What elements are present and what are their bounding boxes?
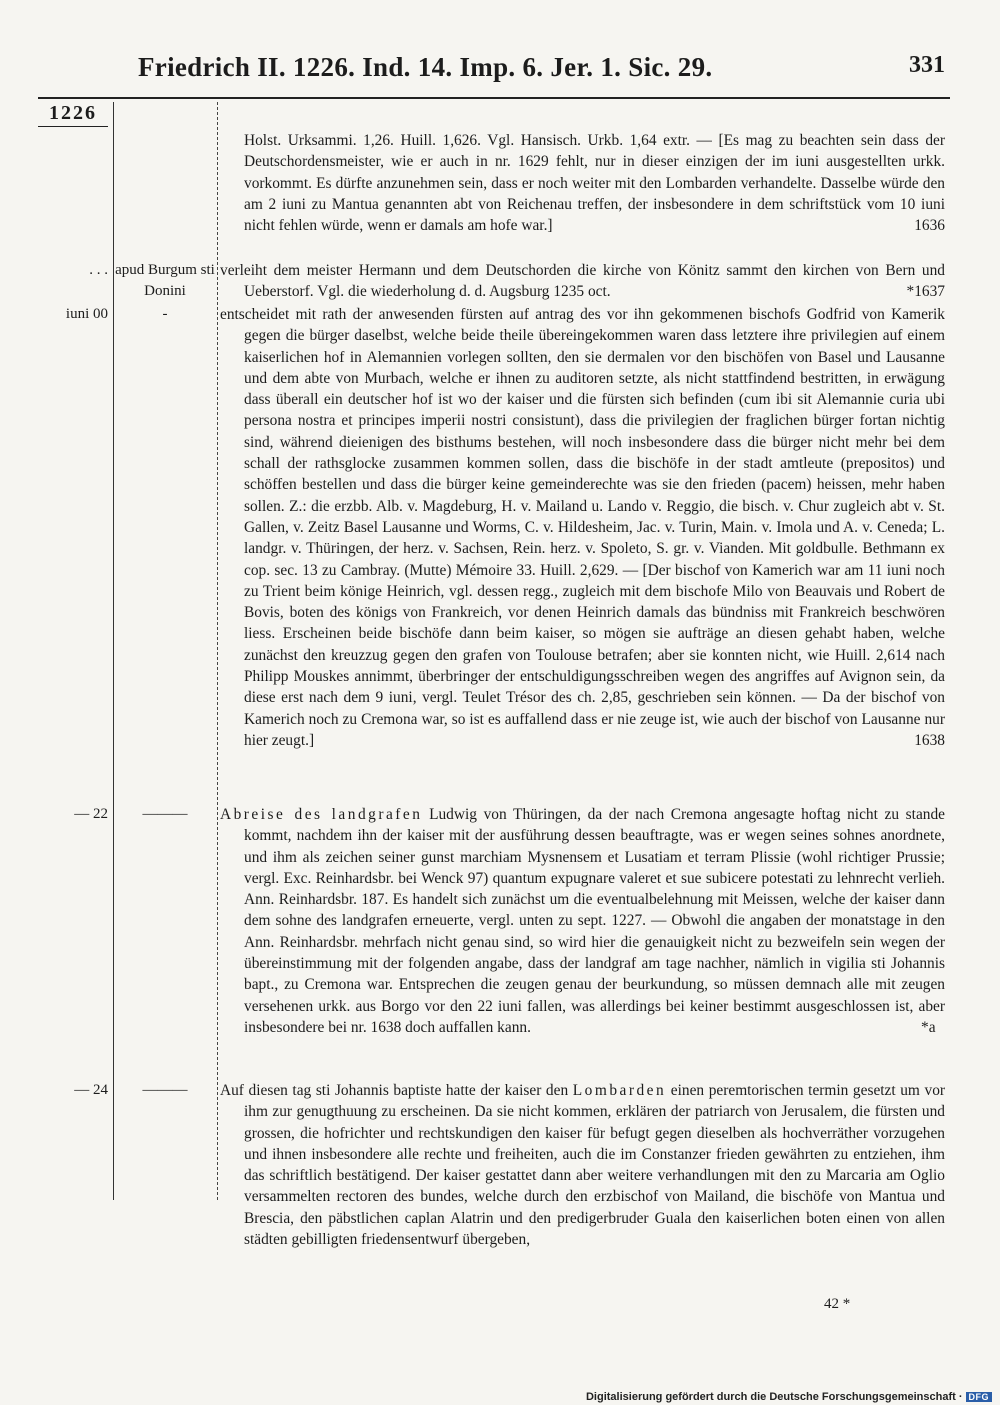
entry-date: . . . <box>89 262 108 278</box>
dfg-logo: DFG <box>966 1392 993 1402</box>
regest-text: Abreise des landgrafen Ludwig von Thüringen, da der nach Cremona angesagte hoftag nicht zu stande kommt, nachdem ihn der kaiser mit der ausführung dessen beauftragte, was er wegen seines sohnes anordnete, und ihm als zeichen seiner gunst marchiam Mysnensem et Lusatiam et terram Plissie (wohl richtiger Prussie; vergl. Exc. Reinhardsbr. bei Wenck 97) quantum expugnare valeret et sue subicere potestati zu lehnrecht verlieh. Ann. Reinhardsbr. 187. Es handelt sich zunächst um die eventualbelehnung mit Meissen, welche der kaiser dann dem sohne des landgrafen erneuerte, vergl. unten zu sept. 1227. — Obwohl die angaben der monatstage in den Ann. Reinhardsbr. mehrfach nicht genau sind, so wird hier die genauigkeit nicht zu bezweifeln sein wegen der übereinstimmung mit der folgenden angabe, dass der landgraf am tage nachher, nämlich in vigilia sti Johannis bapt., zu Cremona war. Entsprechen die zeugen genau der beurkundung, so müssen demnach alle mit zeugen versehenen urkk. aus Borgo vor den 22 iuni fallen, was allerdings bei keiner bestimmt ausgeschlossen ist, aber insbesondere bei nr. 1638 doch auffallen kann. *a <box>220 806 945 1036</box>
sheet-signature: 42 * <box>824 1296 851 1312</box>
entry-place: apud Burgum sti Donini <box>115 262 215 299</box>
column-divider-date <box>113 102 114 1200</box>
regest-number: *1637 <box>906 283 945 301</box>
dfg-credit-text: Digitalisierung gefördert durch die Deutsche Forschungsgemeinschaft · <box>585 1391 963 1403</box>
entry-place: ——— <box>142 1082 188 1098</box>
page-number: 331 <box>909 52 945 78</box>
regest-body: einen peremtorischen termin gesetzt um vor ihm zur genugthuung zu erscheinen. Da sie nicht kommen, erklären der patriarch von Jerusalem, die fürsten und grossen, die hofrichter und rechtskundigen den kaiser für befugt gegen dieselben als hochverräther vorzugehen und ihnen insbesondere alle rechte und freiheiten, auch die im Constanzer frieden gewährten zu entziehen, ihm das schriftlich bestätigend. Der kaiser gestattet dann aber weitere verhandlungen mit den zu Marcaria am Oglio versammelten rectoren des bundes, welche durch den erzbischof von Mailand, die bischöfe von Mantua und Brescia, den päbstlichen caplan Alatrin und den predigerbruder Guala den kaiserlichen boten einen von allen städten gebilligten friedensentwurf übergeben, <box>244 1082 946 1249</box>
regest-number: 1636 <box>914 217 945 235</box>
regest-text <box>220 260 945 303</box>
regest-text <box>244 130 945 236</box>
regest-body: Ludwig von Thüringen, da der nach Cremona angesagte hoftag nicht zu stande kommt, nachdem ihn der kaiser mit der ausführung dessen beauftragte, was er wegen seines sohnes anordnete, und ihm als zeichen seiner gunst marchiam Mysnensem et Lusatiam et terram Plissie (wohl richtiger Prussie; vergl. Exc. Reinhardsbr. bei Wenck 97) quantum expugnare valeret et sue subicere potestati zu lehnrecht verlieh. Ann. Reinhardsbr. 187. Es handelt sich zunächst um die eventualbelehnung mit Meissen, welche der kaiser dann dem sohne des landgrafen erneuerte, vergl. unten zu sept. 1227. — Obwohl die angaben der monatstage in den Ann. Reinhardsbr. mehrfach nicht genau sind, so wird hier die genauigkeit nicht zu bezweifeln sein wegen der übereinstimmung mit der folgenden angabe, dass der landgraf am tage nachher, nämlich in vigilia sti Johannis bapt., zu Cremona war. Entsprechen die zeugen genau der beurkundung, so müssen demnach alle mit zeugen versehenen urkk. aus Borgo vor den 22 iuni fallen, was allerdings bei keiner bestimmt ausgeschlossen ist, aber insbesondere bei nr. 1638 doch auffallen kann. <box>244 806 945 1036</box>
column-divider-place <box>217 102 218 1200</box>
year-label: 1226 <box>38 102 108 127</box>
dfg-credit <box>586 1391 992 1403</box>
entry-place: - <box>162 306 168 322</box>
header-rule <box>38 97 950 99</box>
regest-text <box>220 304 945 751</box>
entry-place: ——— <box>142 806 188 822</box>
entry-date: — 24 <box>74 1082 108 1098</box>
regest-lead: Abreise des landgrafen <box>220 806 423 823</box>
regest-lead: Auf diesen tag sti Johannis baptiste hatte der kaiser den <box>220 1082 573 1099</box>
page-header <box>0 52 1000 92</box>
regest-body: verleiht dem meister Hermann und dem Deutschorden die kirche von Könitz sammt den kirchen von Bern und Ueberstorf. Vgl. die wiederholung d. d. Augsburg 1235 oct. <box>220 262 945 301</box>
running-title: Friedrich II. 1226. Ind. 14. Imp. 6. Jer. 1. Sic. 29. <box>138 52 713 82</box>
entry-date: — 22 <box>74 806 108 822</box>
regest-body: Holst. Urksammi. 1,26. Huill. 1,626. Vgl. Hansisch. Urkb. 1,64 extr. — [Es mag zu beachten sein dass der Deutschordensmeister, wie er auch in nr. 1629 fehlt, nur in dieser einzigen der im iuni ausgestellten urkk. vorkommt. Es dürfte anzunehmen sein, dass er noch weiter mit den Lombarden verhandelte. Dasselbe würde den am 2 iuni zu Mantua genannten abt von Reichenau treffen, der insbesondere in dem schriftstück vom 10 iuni nicht fehlen würde, wenn er damals am hofe war.] <box>244 132 945 235</box>
regest-number: 1638 <box>914 731 945 749</box>
regest-body: entscheidet mit rath der anwesenden fürsten auf antrag des vor ihn gekommenen bischofs Godfrid von Kamerik gegen die bürger daselbst, welche beide theile übereingekommen waren dass letztere ihre privilegien auf einem kaiserlichen hof in Alemannien vorlegen sollten, den sie dermalen vor den bischöfen von Basel und Lausanne und dem abte von Murbach, welche er ihnen zu auditoren setzte, als nicht stattfindend bestritten, in erwägung dass überall ein deutscher hof ist wo der kaiser und die fürsten sich befinden (cum ibi sit Alemannie curia ubi persona nostra et principes imperii nostri consistunt), dass die privilegien der fraglichen bürger fortan nichtig sind, während dieienigen des bisthums bestehen, will noch insbesondere dass die bürger nicht mehr bei dem schall der rathsglocke zusammen kommen sollen, dass die bischöfe in der stadt amtleute (prepositos) und schöffen bestellen und dass die bürger keine gemeinderechte was sie den frieden (pacem) heissen, mehr haben sollen. Z.: die erzbb. Alb. v. Magdeburg, H. v. Mailand u. Lando v. Reggio, die bisch. v. Chur zugleich abt v. St. Gallen, v. Zeitz Basel Lausanne und Worms, C. v. Hildesheim, Jac. v. Turin, Main. v. Imola und A. v. Ceneda; L. landgr. v. Thüringen, der herz. v. Sachsen, Rein. herz. v. Spoleto, S. gr. v. Vianden. Mit goldbulle. Bethmann ex cop. sec. 13 zu Cambray. (Mutte) Mémoire 33. Huill. 2,629. — [Der bischof von Kamerich war am 11 iuni noch zu Trient beim könige Heinrich, vgl. dessen regg., zugleich mit dem bischofe Milo von Beauvais und Robert de Bovis, boten des königs von Frankreich, vor denen Heinrich damals das bündniss mit Frankreich beschwören liess. Erscheinen beide bischöfe dann beim kaiser, so mögen sie aufträge an diesen gehabt haben, welche zunächst den kreuzzug gegen den grafen von Toulouse betrafen; aber sie konnten nicht, wie Huill. 2,614 nach Philipp Mouskes annimmt, überbringer der entschuldigungsschreiben wegen des angriffes auf Avignon sein, da diese erst nach dem 9 iuni, vergl. Teulet Trésor des ch. 2,85, geschrieben sein können. — Da der bischof von Kamerich noch zu Cremona war, so ist es auffallend dass er nie zeuge ist, wie auch der bischof von Lausanne nur hier zeugt.] <box>220 306 945 749</box>
regest-lead-name: Lombarden <box>572 1082 667 1099</box>
regest-text <box>220 1080 946 1250</box>
entry-date: iuni 00 <box>65 306 108 322</box>
